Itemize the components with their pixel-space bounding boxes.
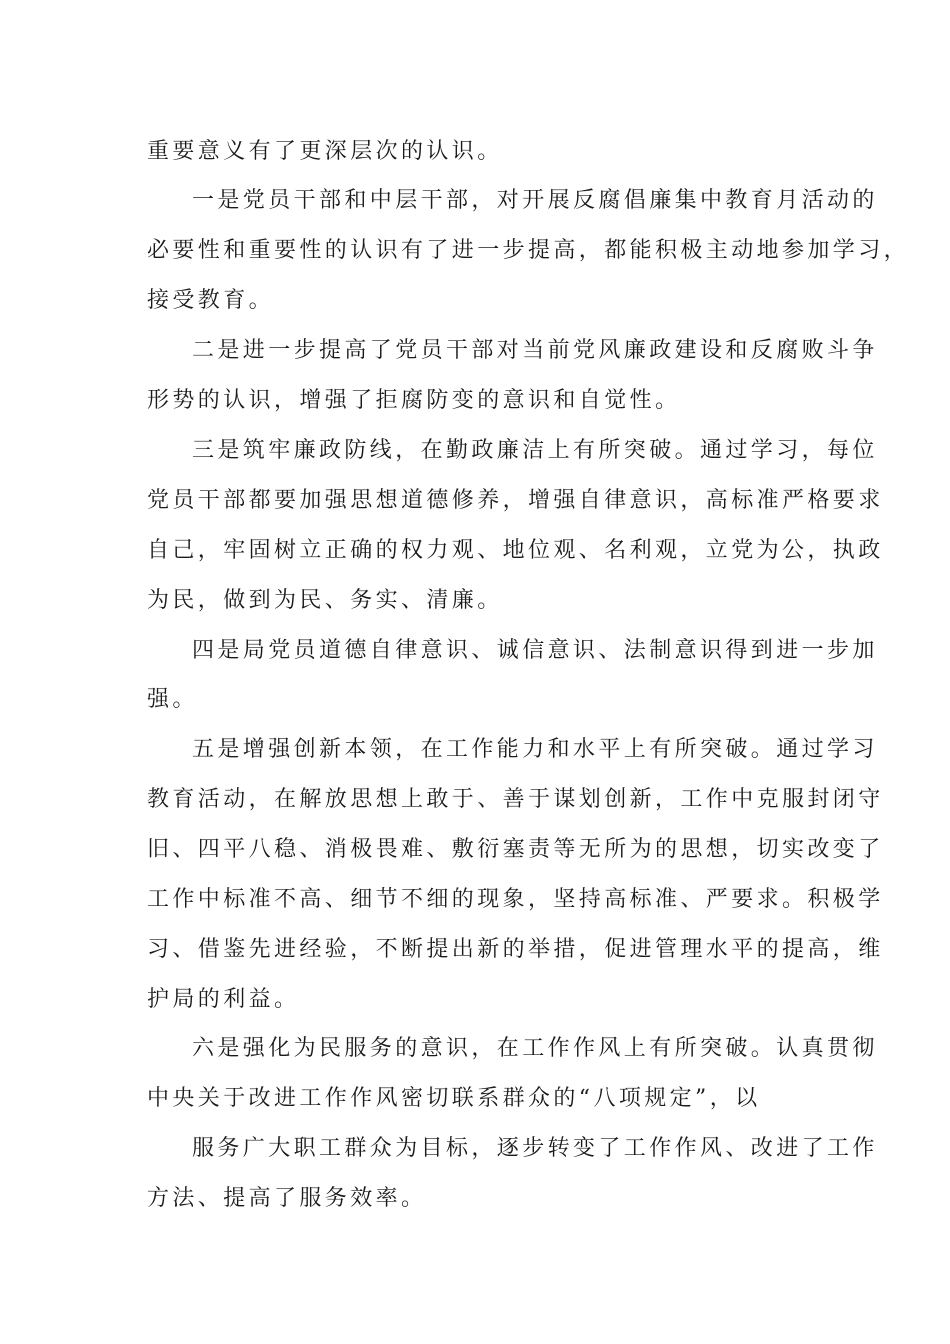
text-line: 旧、四平八稳、消极畏难、敷衍塞责等无所为的思想，切实改变了 bbox=[147, 837, 884, 862]
text-line: 护局的利益。 bbox=[147, 987, 300, 1012]
paragraph-7-line: 服务广大职工群众为目标，逐步转变了工作作风、改进了工作 bbox=[192, 1136, 878, 1161]
text-line: 强。 bbox=[147, 687, 198, 712]
text-line: 必要性和重要性的认识有了进一步提高，都能积极主动地参加学习， bbox=[147, 238, 910, 263]
text-line: 接受教育。 bbox=[147, 288, 275, 313]
text-line: 自己，牢固树立正确的权力观、地位观、名利观，立党为公，执政 bbox=[147, 538, 884, 563]
paragraph-1-line: 一是党员干部和中层干部，对开展反腐倡廉集中教育月活动的 bbox=[192, 188, 878, 213]
text-line: 重要意义有了更深层次的认识。 bbox=[147, 139, 503, 164]
paragraph-5-line: 五是增强创新本领，在工作能力和水平上有所突破。通过学习 bbox=[192, 737, 878, 762]
text-line: 党员干部都要加强思想道德修养，增强自律意识，高标准严格要求 bbox=[147, 488, 884, 513]
paragraph-2-line: 二是进一步提高了党员干部对当前党风廉政建设和反腐败斗争 bbox=[192, 338, 878, 363]
paragraph-4-line: 四是局党员道德自律意识、诚信意识、法制意识得到进一步加 bbox=[192, 638, 878, 663]
text-line: 中央关于改进工作作风密切联系群众的“八项规定”，以 bbox=[147, 1086, 761, 1111]
text-line: 为民，做到为民、务实、清廉。 bbox=[147, 588, 503, 613]
text-line: 方法、提高了服务效率。 bbox=[147, 1186, 427, 1211]
text-line: 形势的认识，增强了拒腐防变的意识和自觉性。 bbox=[147, 388, 681, 413]
text-line: 习、借鉴先进经验，不断提出新的举措，促进管理水平的提高，维 bbox=[147, 937, 884, 962]
text-line: 工作中标准不高、细节不细的现象，坚持高标准、严要求。积极学 bbox=[147, 887, 884, 912]
paragraph-6-line: 六是强化为民服务的意识，在工作作风上有所突破。认真贯彻 bbox=[192, 1036, 878, 1061]
paragraph-3-line: 三是筑牢廉政防线，在勤政廉洁上有所突破。通过学习，每位 bbox=[192, 438, 878, 463]
text-line: 教育活动，在解放思想上敢于、善于谋划创新，工作中克服封闭守 bbox=[147, 787, 884, 812]
